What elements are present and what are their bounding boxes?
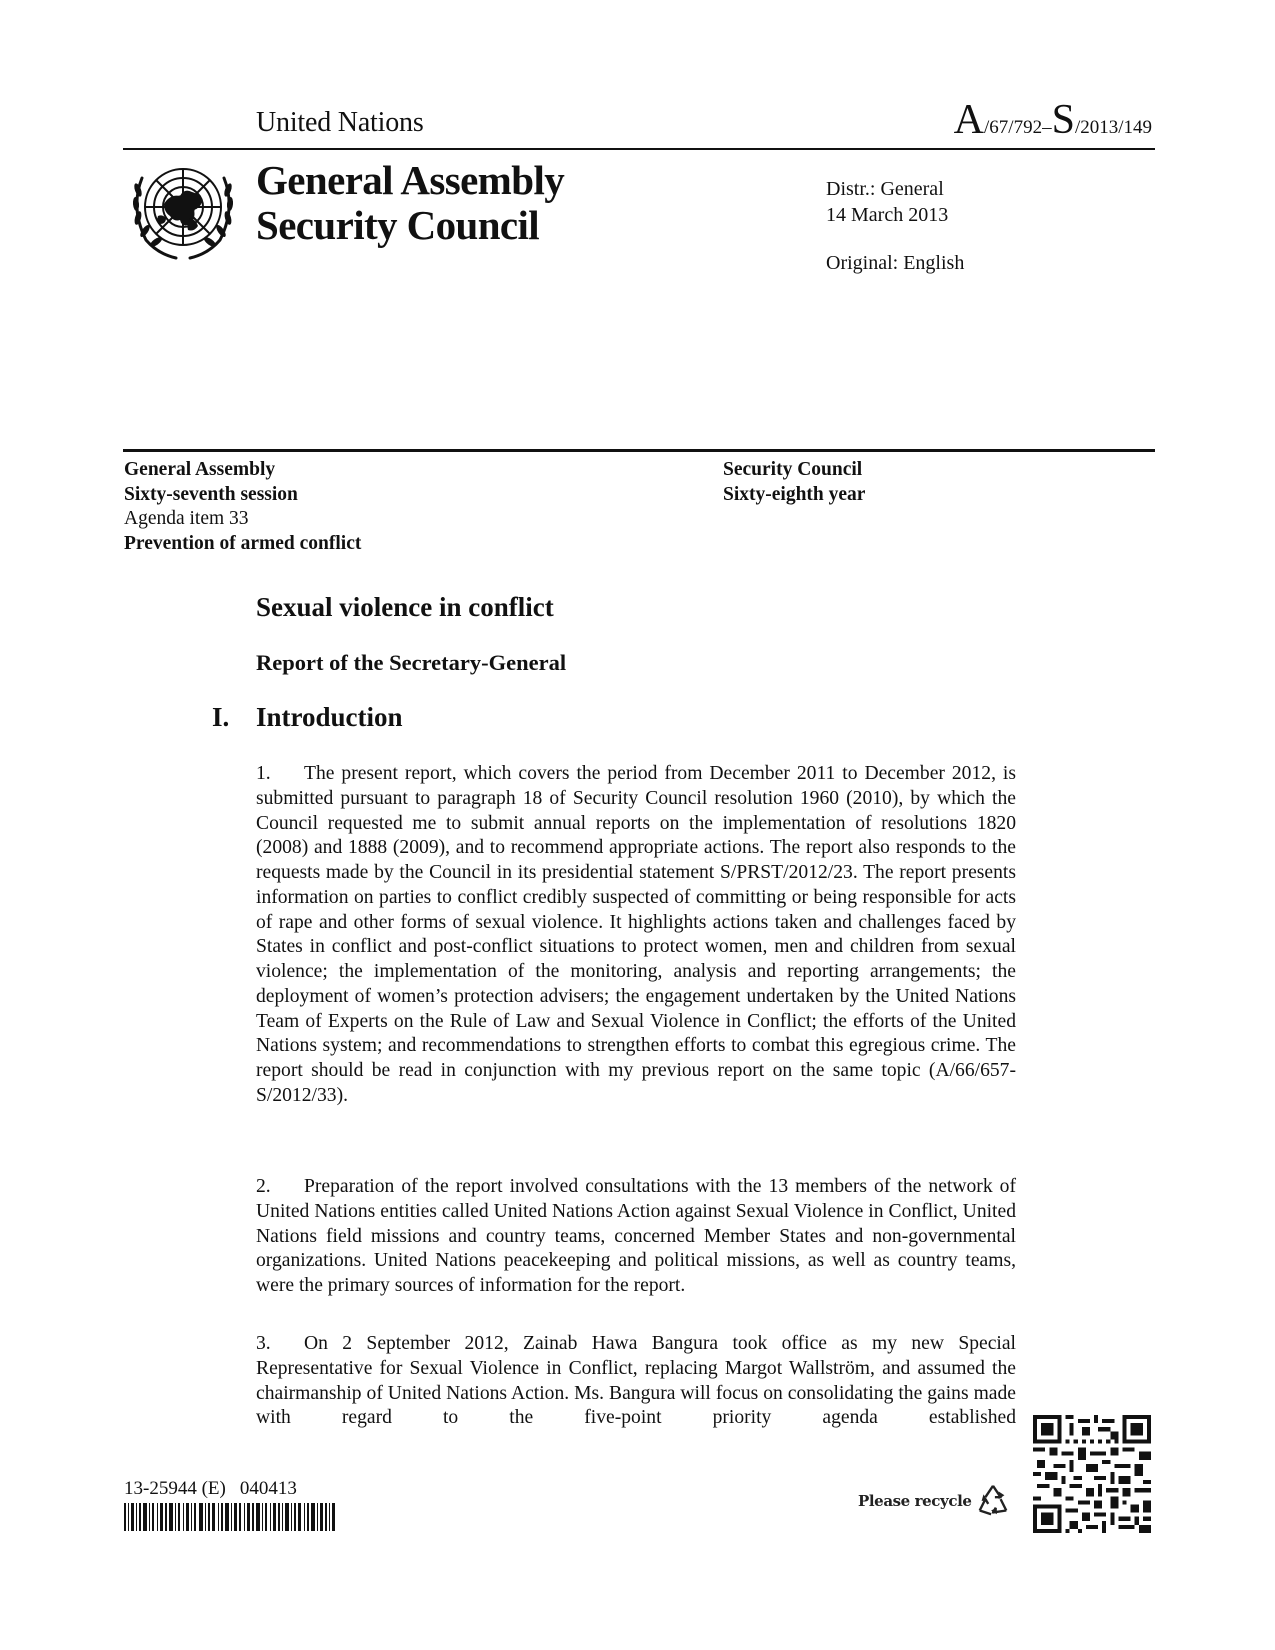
organ-general-assembly: General Assembly xyxy=(256,157,565,203)
document-title: Sexual violence in conflict xyxy=(256,592,554,622)
doc-symbol-a: A xyxy=(953,97,985,143)
paragraph-number: 3. xyxy=(256,1333,271,1354)
organization-label: United Nations xyxy=(256,107,424,138)
session-rule xyxy=(123,449,1155,452)
document-symbol xyxy=(954,96,1152,144)
header-rule xyxy=(123,148,1155,150)
barcode-icon xyxy=(124,1503,336,1531)
paragraph-text: On 2 September 2012, Zainab Hawa Bangura took office as my new Special Representative for Sexual Violence in Conflict, replacing Margot Wallström, and assumed the chairmanship of United Nations Action. Ms. Bangura will focus on consolidating the gains made with regard to the five-point priority agenda established xyxy=(256,1333,1016,1429)
recycle-notice xyxy=(858,1482,1012,1520)
session-info-security-council xyxy=(723,458,865,507)
distribution-block xyxy=(826,176,964,276)
paragraph-number: 2. xyxy=(256,1176,271,1197)
document-subtitle: Report of the Secretary-General xyxy=(256,650,567,675)
session-organ: Security Council xyxy=(723,459,863,480)
session-organ: General Assembly xyxy=(124,459,276,480)
recycle-icon xyxy=(974,1482,1012,1520)
organ-security-council: Security Council xyxy=(256,202,540,248)
document-date: 14 March 2013 xyxy=(826,204,949,226)
qr-code-icon xyxy=(1033,1415,1151,1533)
organ-titles xyxy=(256,158,564,248)
paragraph xyxy=(256,1332,1016,1431)
paragraph xyxy=(256,762,1016,1109)
distribution-label: Distr.: General xyxy=(826,178,944,200)
paragraph-text: The present report, which covers the period from December 2011 to December 2012, is submitted pursuant to paragraph 18 of Security Council resolution 1960 (2010), by which the Council requested me to submit annual reports on the implementation of resolutions 1820 (2008) and 1888 (2009), and to recommend appropriate actions. The report also responds to the requests made by the Council in its presidential statement S/PRST/2012/23. The report presents information on parties to conflict credibly suspected of committing or being responsible for acts of rape and other forms of sexual violence. It highlights actions taken and challenges faced by States in conflict and post-conflict situations to protect women, men and children from sexual violence; the implementation of the monitoring, analysis and reporting arrangements; the deployment of women’s protection advisers; the engagement undertaken by the United Nations Team of Experts on the Rule of Law and Sexual Violence in Conflict; the efforts of the United Nations system; and recommendations to strengthen efforts to combat this egregious crime. The report should be read in conjunction with my previous report on the same topic (A/66/657-S/2012/33). xyxy=(256,763,1016,1106)
doc-symbol-s-rest: /2013/149 xyxy=(1074,117,1152,138)
un-emblem-icon xyxy=(128,158,238,264)
doc-symbol-s: S xyxy=(1051,97,1075,143)
recycle-label: Please recycle xyxy=(858,1492,972,1510)
job-number-text: 13-25944 (E) xyxy=(124,1478,226,1499)
agenda-item: Agenda item 33 xyxy=(124,508,249,530)
paragraph xyxy=(256,1175,1016,1299)
section-title: Introduction xyxy=(256,702,403,732)
agenda-title: Prevention of armed conflict xyxy=(124,532,362,554)
session-number: Sixty-seventh session xyxy=(124,483,298,505)
section-number: I. xyxy=(212,702,230,732)
session-year: Sixty-eighth year xyxy=(723,483,866,505)
paragraph-text: Preparation of the report involved consultations with the 13 members of the network of United Nations entities called United Nations Action against Sexual Violence in Conflict, United Nations field missions and country teams, concerned Member States and non-governmental organizations. United Nations peacekeeping and political missions, as well as country teams, were the primary sources of information for the report. xyxy=(256,1176,1016,1296)
print-date: 040413 xyxy=(239,1478,297,1499)
paragraph-number: 1. xyxy=(256,763,271,784)
job-number xyxy=(124,1478,297,1500)
session-info-general-assembly xyxy=(124,458,361,556)
original-language: Original: English xyxy=(826,252,965,274)
doc-symbol-a-rest: /67/792– xyxy=(984,117,1052,138)
